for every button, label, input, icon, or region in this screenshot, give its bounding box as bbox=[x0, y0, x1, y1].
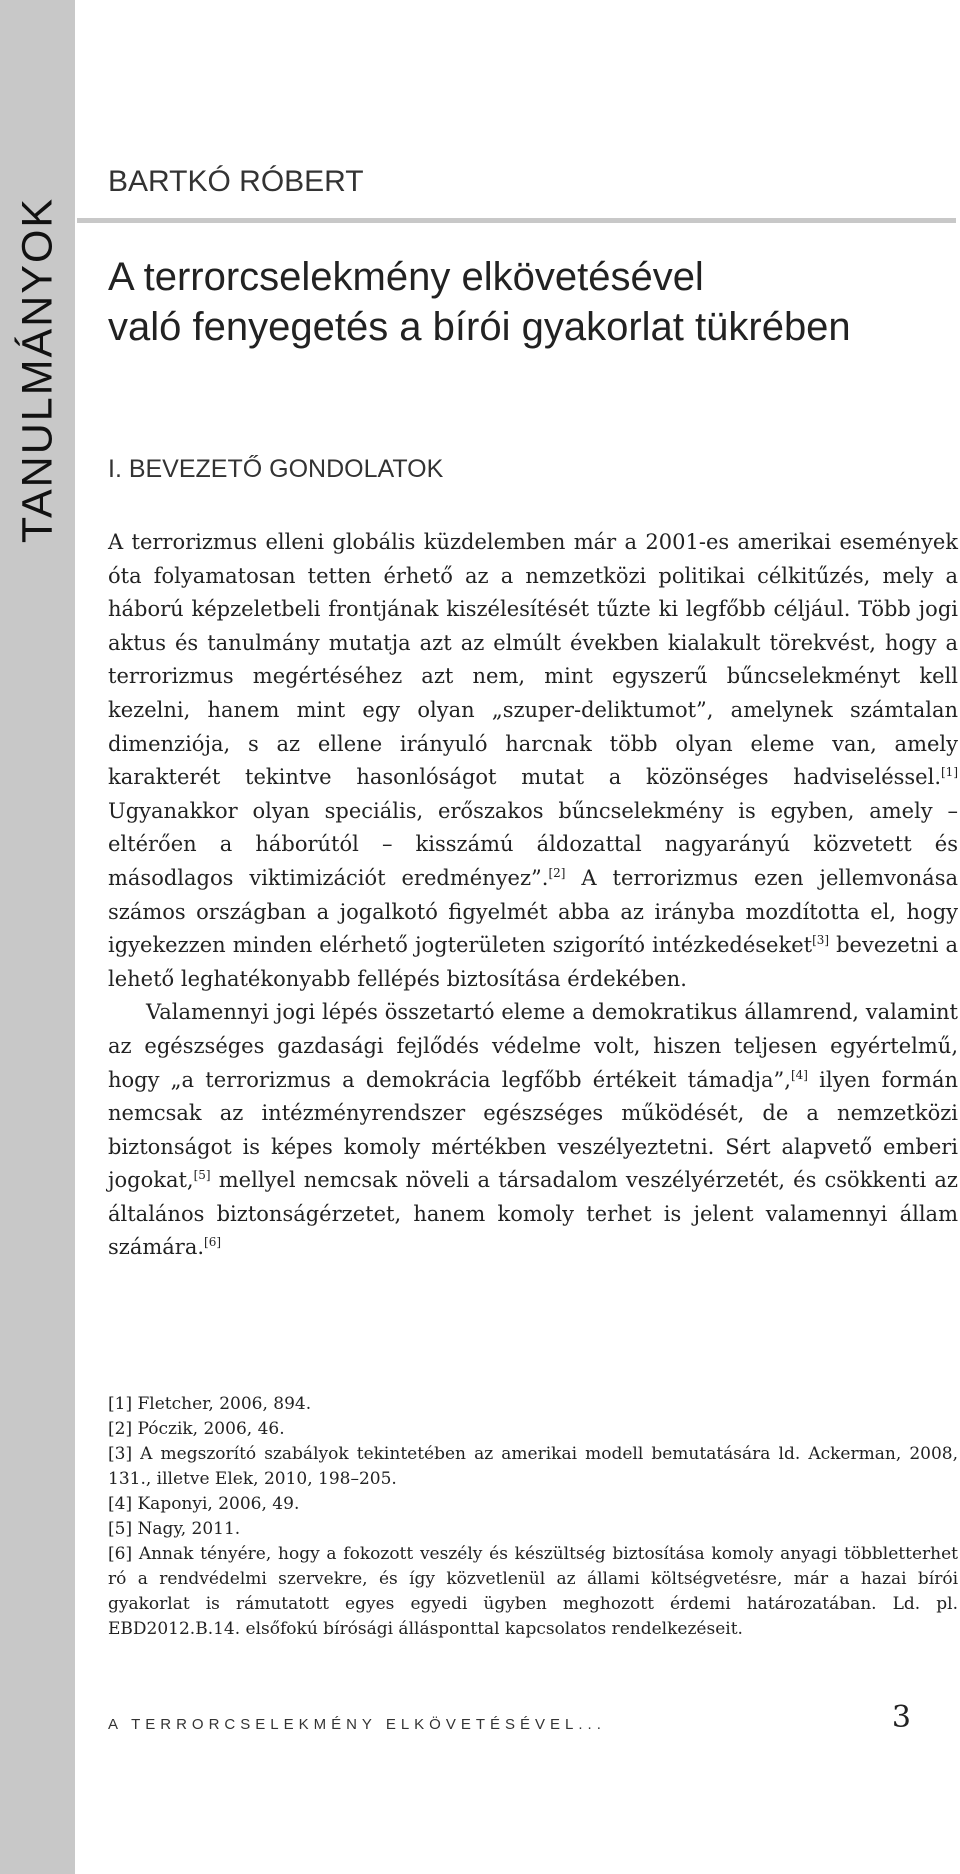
title-line-1: A terrorcselekmény elkövetésével bbox=[108, 255, 704, 299]
footnote-ref[interactable]: [4] bbox=[790, 1067, 808, 1082]
footnote: [5] Nagy, 2011. bbox=[108, 1519, 241, 1539]
paragraph-text: A terrorizmus elleni globális küzdelemben már a 2001-es amerikai események óta folyamatosan tetten érhető az a nemzetközi politikai célkitűzés, mely a háború képzeletbeli frontjának kiszélesítését tűzte ki legfőbb céljául. Több jogi aktus és tanulmány mutatja azt az elmúlt években kialakult törekvést, hogy a terrorizmus megértéséhez azt nem, mint egyszerű bűncselekményt kell kezelni, hanem mint egy olyan „szuper-deliktumot”, amelynek számtalan dimenziója, s az ellene irányuló harcnak több olyan eleme van, amely karakterét tekintve hasonlóságot mutat a közönséges hadviseléssel. bbox=[108, 530, 958, 790]
paragraph-text: ilyen formán nemcsak az intézményrendszer egészséges működését, de a nemzetközi biztonságot is képes komoly mértékben veszélyeztetni. Sért alapvető emberi jogokat, bbox=[108, 1067, 958, 1193]
paragraph-text: bevezetni a lehető leghatékonyabb fellépés biztosítása érdekében. bbox=[108, 933, 958, 991]
footnote: [3] A megszorító szabályok tekintetében az amerikai modell bemutatására ld. Ackerman, 2008, 131., illetve Elek, 2010, 198–205. bbox=[108, 1444, 958, 1489]
footnote: [2] Póczik, 2006, 46. bbox=[108, 1419, 285, 1439]
footnote: [6] Annak tényére, hogy a fokozott veszély és készültség biztosítása komoly anyagi többletterhet ró a rendvédelmi szervekre, és így közvetlenül az állami költségvetésre, már a hazai bírói gyakorlat is rámutatott egyes egyedi ügyben meghozott érdemi határozatában. Ld. pl. EBD2012.B.14. elsőfokú bírósági állásponttal kapcsolatos rendelkezéseit. bbox=[108, 1544, 958, 1639]
title-line-2: való fenyegetés a bírói gyakorlat tükrében bbox=[108, 305, 851, 349]
paragraph-text: A terrorizmus ezen jellemvonása számos országban a jogalkotó figyelmét abba az irányba mozdította el, hogy igyekezzen minden elérhető jogterületen szigorító intézkedéseket bbox=[108, 865, 958, 958]
footnotes bbox=[108, 1392, 958, 1642]
sidebar bbox=[0, 0, 75, 1874]
page-number: 3 bbox=[891, 1700, 911, 1735]
footnote: [4] Kaponyi, 2006, 49. bbox=[108, 1494, 300, 1514]
article-title bbox=[108, 252, 851, 352]
section-heading: I. BEVEZETŐ GONDOLATOK bbox=[108, 455, 444, 483]
footnote-ref[interactable]: [5] bbox=[193, 1168, 211, 1183]
paragraph-text: Valamennyi jogi lépés összetartó eleme a demokratikus államrend, valamint az egészséges gazdasági fejlődés védelme volt, hiszen teljesen egyértelmű, hogy „a terrorizmus a demokrácia legfőbb értékeit támadja”, bbox=[108, 1000, 958, 1092]
running-title: A TERRORCSELEKMÉNY ELKÖVETÉSÉVEL... bbox=[108, 1716, 606, 1733]
footnote-ref[interactable]: [2] bbox=[548, 865, 566, 880]
author-name: BARTKÓ RÓBERT bbox=[108, 165, 364, 198]
body-text bbox=[108, 526, 958, 1265]
paragraph-text: mellyel nemcsak növeli a társadalom veszélyérzetét, és csökkenti az általános biztonságérzetet, hanem komoly terhet is jelent valamennyi állam számára. bbox=[108, 1168, 958, 1260]
paragraph-text: Ugyanakkor olyan speciális, erőszakos bűncselekmény is egyben, amely – eltérően a háborútól – kisszámú áldozattal nagyarányú közvetett és másodlagos viktimizációt eredményez”. bbox=[108, 798, 958, 890]
paragraph-2 bbox=[108, 996, 958, 1265]
header-divider bbox=[77, 218, 956, 223]
paragraph-1 bbox=[108, 526, 958, 996]
footnote-ref[interactable]: [3] bbox=[812, 933, 830, 948]
footnote-ref[interactable]: [6] bbox=[204, 1235, 222, 1250]
footnote-ref[interactable]: [1] bbox=[941, 765, 958, 780]
sidebar-label: TANULMÁNYOK bbox=[13, 196, 62, 544]
footnote: [1] Fletcher, 2006, 894. bbox=[108, 1394, 312, 1414]
